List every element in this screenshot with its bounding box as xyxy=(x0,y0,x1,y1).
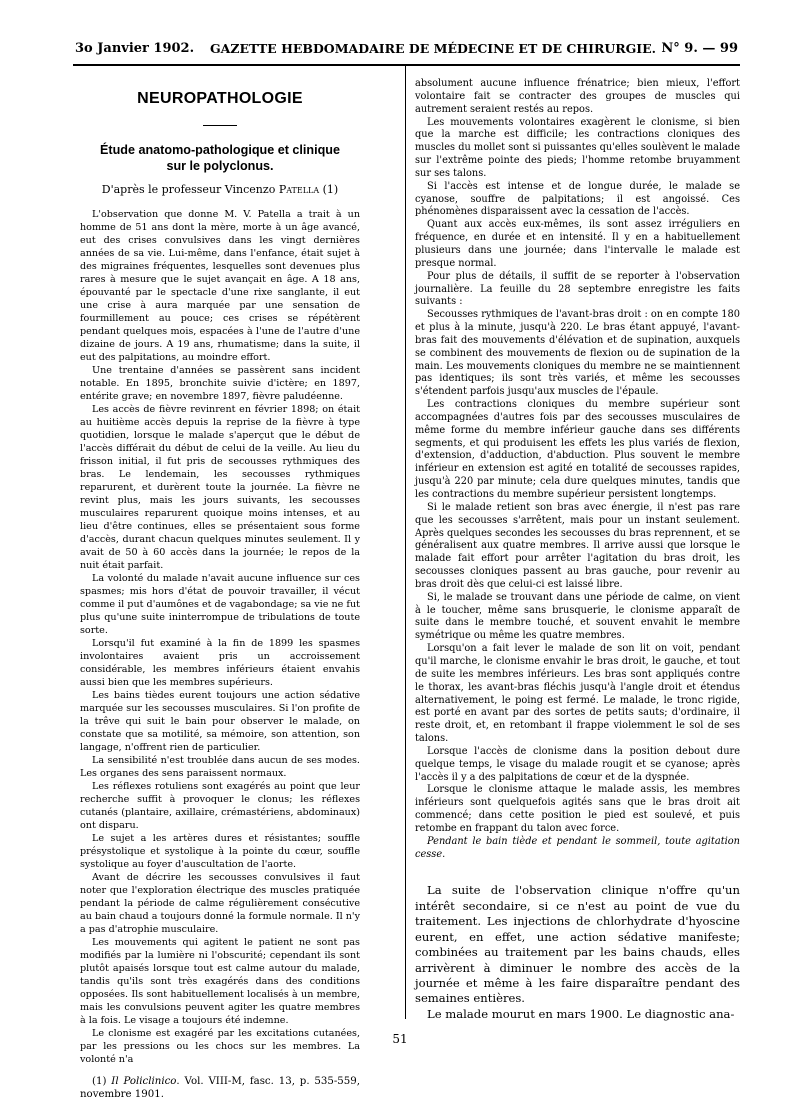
paragraph-large: La suite de l'observation clinique n'offre qu'un intérêt secondaire, si ce n'est au point de vue du traitement. Les injections de chlorhydrate d'hyoscine eurent, en effet, une action sédative manifeste; combinées au traitement par les bains chauds, elles arrivèrent à diminuer le nombre des accès de la journée et même à les faire disparaître pendant des semaines entières. xyxy=(415,883,740,1006)
paragraph: Pour plus de détails, il suffit de se reporter à l'observation journalière. La feuille du 28 septembre enregistre les faits suivants : xyxy=(415,270,740,308)
paragraph: Lorsque le clonisme attaque le malade assis, les membres inférieurs sont quelquefois agités sans que le bras droit ait commencé; dans cette position le pied est soulevé, et puis retombe en frappant du talon avec force. xyxy=(415,784,740,834)
footnote-details: . Vol. VIII-M, fasc. 13, p. 535-559, novembre 1901. xyxy=(80,1076,360,1100)
paragraph: Les bains tièdes eurent toujours une action sédative marquée sur les secousses musculaires. Si l'on profite de la trêve qui suit le bain pour observer le malade, on constate que sa motilité, sa mémoire, son attention, son langage, n'offrent rien de particulier. xyxy=(80,690,360,753)
paragraph: Le clonisme est exagéré par les excitations cutanées, par les pressions ou les chocs sur les membres. La volonté n'a xyxy=(80,1028,360,1065)
right-column xyxy=(415,78,740,1022)
paragraph: La sensibilité n'est troublée dans aucun de ses modes. Les organes des sens paraissent normaux. xyxy=(80,755,360,779)
article-title-line-2: sur le polyclonus. xyxy=(166,159,274,173)
header-rule xyxy=(73,64,740,66)
paragraph: Lorsque l'accès de clonisme dans la position debout dure quelque temps, le visage du malade rougit et se cyanose; après l'accès il y a des palpitations de cœur et de la dyspnée. xyxy=(415,745,740,783)
byline-footnote-ref: (1) xyxy=(319,183,339,196)
byline-author-name: Patella xyxy=(278,183,320,196)
footnote xyxy=(80,1075,360,1101)
page-number: 51 xyxy=(392,1032,408,1046)
header-date: 3o Janvier 1902. xyxy=(75,41,195,56)
paragraph: Si l'accès est intense et de longue durée, le malade se cyanose, souffre de palpitations; il est angoissé. Ces phénomènes disparaissent avec la cessation de l'accès. xyxy=(415,180,740,218)
paragraph: Les mouvements volontaires exagèrent le clonisme, si bien que la marche est difficile; les contractions cloniques des muscles du mollet sont si puissantes qu'elles soulèvent le malade sur l'extrême pointe des pieds; l'homme retombe bruyamment sur ses talons. xyxy=(415,116,740,179)
paragraph-large: Le malade mourut en mars 1900. Le diagnostic ana- xyxy=(427,1006,735,1021)
header-journal-title: GAZETTE HEBDOMADAIRE DE MÉDECINE ET DE CHIRURGIE. xyxy=(210,41,657,56)
footnote-source-title: Il Policlinico xyxy=(111,1076,177,1087)
paragraph: Une trentaine d'années se passèrent sans incident notable. En 1895, bronchite suivie d'ictère; en 1897, entérite grave; en novembre 1897, fièvre paludéenne. xyxy=(80,365,360,402)
paragraph: Lorsqu'on a fait lever le malade de son lit on voit, pendant qu'il marche, le clonisme envahir le bras droit, le gauche, et tout de suite les membres inférieurs. Les bras sont appliqués contre le thorax, les avant-bras fléchis jusqu'à l'angle droit et étendus alternativement, le poing est fermé. Le malade, le tronc rigide, est porté en avant par des sortes de petits sauts; d'ordinaire, il reste droit, et, en retombant il frappe violemment le sol de ses talons. xyxy=(415,643,740,745)
section-heading: NEUROPATHOLOGIE xyxy=(137,90,303,107)
paragraph: Les contractions cloniques du membre supérieur sont accompagnées d'autres fois par des secousses musculaires de même forme du membre inférieur gauche dans ses différents segments, et qui produisent les effets les plus variés de flexion, d'extension, d'adduction, d'abduction. Plus souvent le membre inférieur en extension est agité en totalité de secousses rapides, jusqu'à 220 par minute; cela dure quelques minutes, tandis que les contractions du membre supérieur persistent longtemps. xyxy=(415,399,740,500)
paragraph: Si le malade retient son bras avec énergie, il n'est pas rare que les secousses s'arrêtent, mais pour un instant seulement. Après quelques secondes les secousses du bras reprennent, et se généralisent aux quatre membres. Il arrive aussi que lorsque le malade fait effort pour arrêter l'agitation du bras droit, les secousses cloniques passent au bras gauche, pour revenir au bras droit dès que celui-ci est laissé libre. xyxy=(415,501,740,590)
paragraph: Lorsqu'il fut examiné à la fin de 1899 les spasmes involontaires avaient pris un accroissement considérable, les membres inférieurs étaient envahis aussi bien que les membres supérieurs. xyxy=(80,638,360,688)
paragraph: Les réflexes rotuliens sont exagérés au point que leur recherche suffit à provoquer le clonus; les réflexes cutanés (plantaire, axillaire, crémastériens, abdominaux) ont disparu. xyxy=(80,781,360,831)
paragraph-continued: absolument aucune influence frénatrice; bien mieux, l'effort volontaire fait se contracter des groupes de muscles qui autrement seraient restés au repos. xyxy=(415,78,740,115)
article-title-line-1: Étude anatomo-pathologique et clinique xyxy=(100,143,340,157)
left-column xyxy=(80,75,360,1101)
section-rule xyxy=(203,125,237,126)
header-issue-page: N° 9. — 99 xyxy=(661,41,738,56)
paragraph: L'observation que donne M. V. Patella a trait à un homme de 51 ans dont la mère, morte à un âge avancé, eut des crises convulsives dans les vingt dernières années de sa vie. Lui-même, dans l'enfance, était sujet à des migraines fréquentes, lesquelles sont devenues plus rares à mesure que le sujet avançait en âge. A 18 ans, épouvanté par le spectacle d'une rixe sanglante, il eut une crise à aura marquée par une sensation de fourmillement au pouce; ces crises se répétèrent pendant quelques mois, espacées à l'une de l'autre d'une dizaine de jours. A 19 ans, rhumatisme; dans la suite, il eut des palpitations, au moindre effort. xyxy=(80,209,360,363)
paragraph: Secousses rythmiques de l'avant-bras droit : on en compte 180 et plus à la minute, jusqu'à 220. Le bras étant appuyé, l'avant-bras fait des mouvements d'élévation et de supination, auxquels se combinent des mouvements de flexion ou de supination de la main. Les mouvements cloniques du membre ne se maintiennent pas identiques; ils sont très variés, et même les secousses s'étendent parfois jusqu'aux muscles de l'épaule. xyxy=(415,309,740,398)
paragraph: Avant de décrire les secousses convulsives il faut noter que l'exploration électrique des muscles pratiquée pendant la période de calme régulièrement consécutive au bain chaud a toujours donné la formule normale. Il n'y a pas d'atrophie musculaire. xyxy=(80,872,360,935)
italic-paragraph: Pendant le bain tiède et pendant le sommeil, toute agitation cesse. xyxy=(415,835,740,860)
paragraph: Quant aux accès eux-mêmes, ils sont assez irréguliers en fréquence, en durée et en intensité. Il y en a habituellement plusieurs dans une journée; dans l'intervalle le malade est presque normal. xyxy=(415,219,740,269)
footnote-number: (1) xyxy=(92,1076,112,1087)
paragraph: La volonté du malade n'avait aucune influence sur ces spasmes; mis hors d'état de pouvoir travailler, il vécut comme il put d'aumônes et de vagabondage; sa vie ne fut plus qu'une suite ininterrompue de tribulations de toute sorte. xyxy=(80,573,360,636)
paragraph: Si, le malade se trouvant dans une période de calme, on vient à le toucher, même sans brusquerie, le clonisme apparaît de suite dans le membre touché, et souvent envahit le membre symétrique ou même les quatre membres. xyxy=(415,591,740,642)
column-divider xyxy=(405,66,406,1019)
paragraph: Les mouvements qui agitent le patient ne sont pas modifiés par la lumière ni l'obscurité; cependant ils sont plutôt apaisés lorsque tout est calme autour du malade, tandis qu'ils sont très exagérés dans des conditions opposées. Ils sont habituellement localisés à un membre, mais les convulsions peuvent agiter les quatre membres à la fois. Le visage a toujours été indemne. xyxy=(80,937,360,1026)
article-byline xyxy=(80,182,360,198)
byline-prefix: D'après le professeur Vincenzo xyxy=(101,183,279,196)
paragraph: Le sujet a les artères dures et résistantes; souffle présystolique et systolique à la pointe du cœur, souffle systolique au foyer d'auscultation de l'aorte. xyxy=(80,833,360,870)
paragraph: Les accès de fièvre revinrent en février 1898; on était au huitième accès depuis la reprise de la fièvre à type quotidien, lorsque le malade s'aperçut que le début de l'accès différait du début de celui de la veille. Au lieu du frisson initial, il fut pris de secousses rythmiques des bras. Le lendemain, les secousses rythmiques reparurent, et durèrent toute la journée. La fièvre ne revint plus, mais les jours suivants, les secousses musculaires reparurent quoique moins intenses, et au lieu d'être continues, elles se présentaient sous forme d'accès, durant chacun quelques minutes seulement. Il y avait de 50 à 60 accès dans la journée; le repos de la nuit était parfait. xyxy=(80,404,360,571)
